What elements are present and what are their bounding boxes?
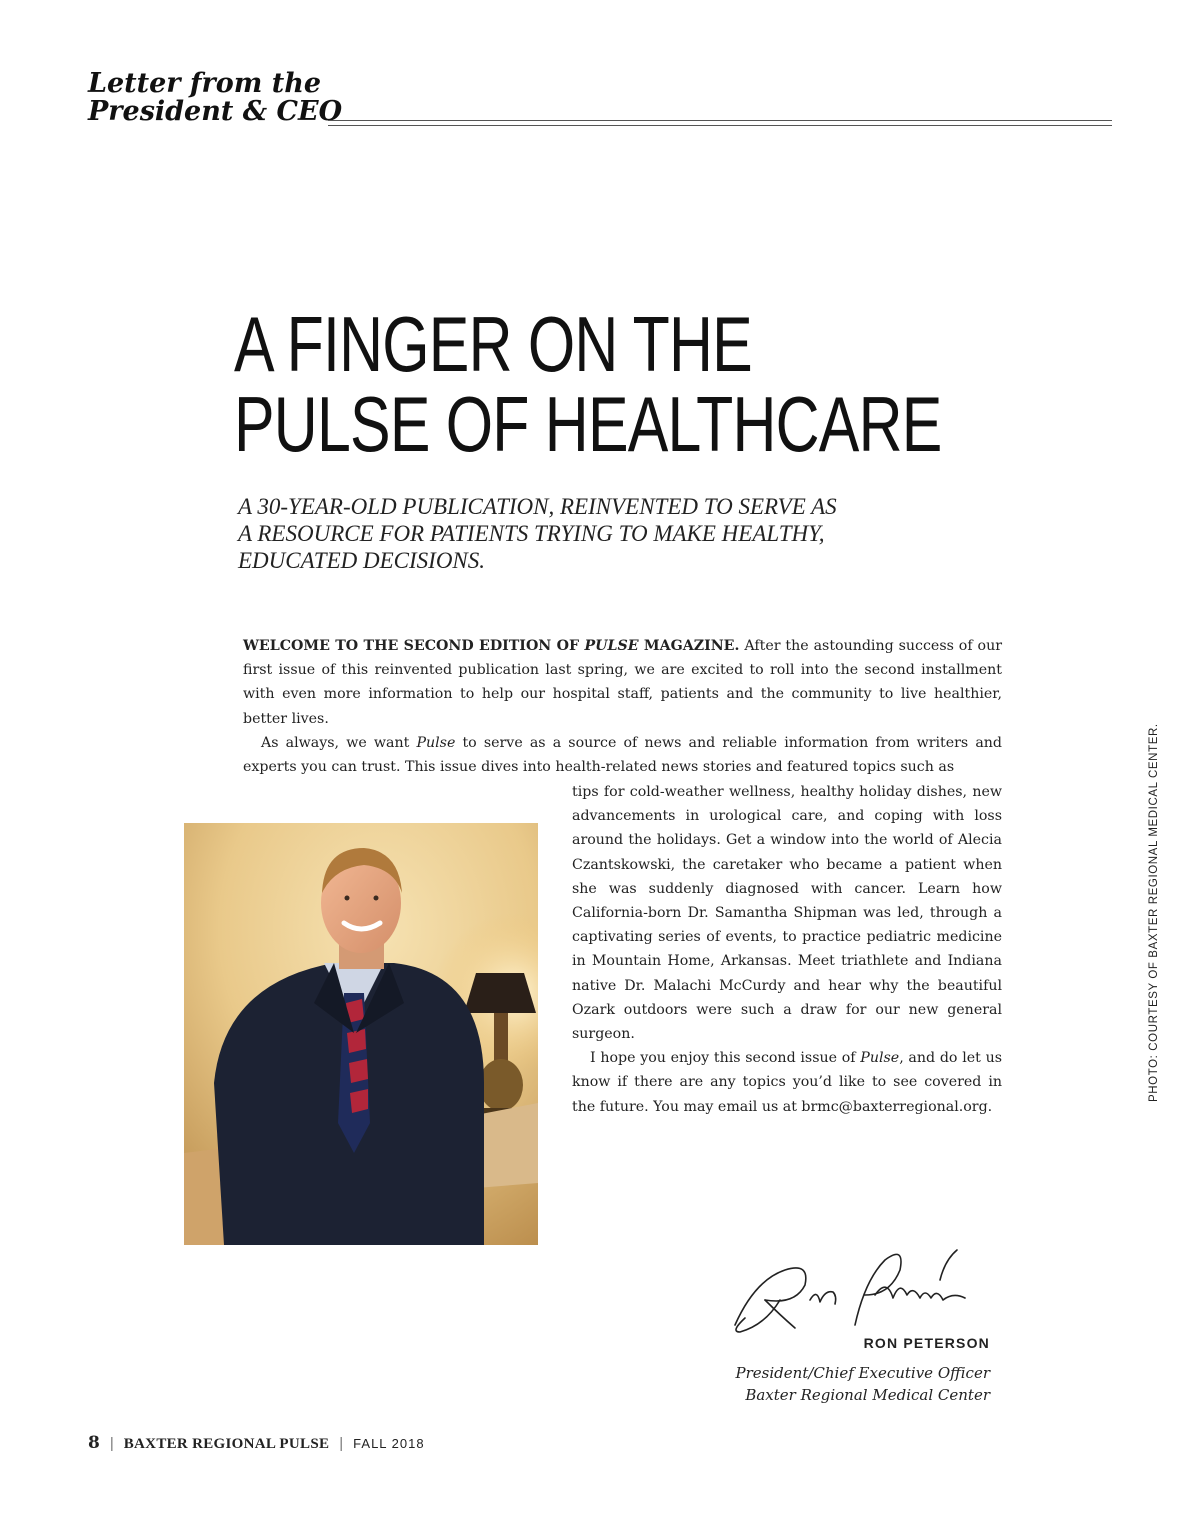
paragraph-3-part-1: I hope you enjoy this second issue of xyxy=(590,1050,861,1067)
paragraph-1 xyxy=(243,634,1002,731)
paragraph-2-continued: tips for cold-weather wellness, healthy holiday dishes, new advancements in urological care, and coping with loss around the holidays. Get a window into the world of Alecia Czantskowski, the caretaker who became a patient when she was suddenly diagnosed with cancer. Learn how California-born Dr. Samantha Shipman was led, through a captivating series of events, to practice pediatric medicine in Mountain Home, Arkansas. Meet triathlete and Indiana native Dr. Malachi McCurdy and hear why the beautiful Ozark outdoors were such a draw for our new general surgeon. xyxy=(572,784,1002,1043)
section-label-line-1: Letter from the xyxy=(88,68,322,99)
paragraph-3-part-2: , and do let us know if there are any topics you’d like to see covered in the future. You may email us at brmc@baxterregional.org. xyxy=(572,1050,1002,1115)
paragraph-3-pulse: Pulse xyxy=(860,1050,900,1067)
deck-line-2: A RESOURCE FOR PATIENTS TRYING TO MAKE HEALTHY, xyxy=(238,521,825,546)
lead-in xyxy=(243,638,739,654)
article-body-column xyxy=(572,780,1002,1119)
page-number: 8 xyxy=(88,1433,100,1453)
footer-separator-2: | xyxy=(339,1435,344,1452)
deck-subtitle xyxy=(238,493,998,574)
paragraph-1-rest: After the astounding success of our first issue of this reinvented publication last spring, we are excited to roll into the second installment with even more information to help our hospital staff, patients and the community to live healthier, better lives. xyxy=(243,638,1002,727)
header-rule xyxy=(328,120,1112,126)
signer-title-line-1: President/Chief Executive Officer xyxy=(735,1364,990,1382)
headline-line-1: A FINGER ON THE xyxy=(234,300,752,388)
paragraph-2-part-2: to serve as a source of news and reliable information from writers and experts you can trust. This issue dives into health-related news stories and featured topics such as xyxy=(243,734,1002,776)
footer-separator-1: | xyxy=(109,1435,114,1452)
paragraph-2-part-1: As always, we want xyxy=(261,734,417,751)
paragraph-3 xyxy=(572,1046,1002,1119)
paragraph-2 xyxy=(243,731,1002,779)
headline-line-2: PULSE OF HEALTHCARE xyxy=(234,380,942,468)
page-footer xyxy=(88,1433,425,1453)
lead-in-part-2: MAGAZINE. xyxy=(638,638,740,654)
section-label xyxy=(88,70,342,126)
article-body-top xyxy=(243,634,1002,779)
signer-name: RON PETERSON xyxy=(863,1335,990,1351)
lead-in-pulse: PULSE xyxy=(584,638,639,654)
deck-line-1: A 30-YEAR-OLD PUBLICATION, REINVENTED TO SERVE AS xyxy=(238,494,837,519)
deck-line-3: EDUCATED DECISIONS. xyxy=(238,548,486,573)
section-label-line-2: President & CEO xyxy=(88,96,343,127)
signer-title-line-2: Baxter Regional Medical Center xyxy=(745,1386,990,1404)
signature-graphic xyxy=(725,1240,995,1340)
headline xyxy=(234,300,942,468)
issue-date: FALL 2018 xyxy=(353,1436,425,1451)
signer-title xyxy=(640,1362,990,1406)
portrait-photo xyxy=(184,823,538,1245)
photo-credit-text: PHOTO: COURTESY OF BAXTER REGIONAL MEDICAL CENTER. xyxy=(1148,723,1160,1102)
paragraph-2-pulse: Pulse xyxy=(416,734,456,751)
lead-in-part-1: WELCOME TO THE SECOND EDITION OF xyxy=(243,638,585,654)
publication-name: BAXTER REGIONAL PULSE xyxy=(123,1436,330,1452)
